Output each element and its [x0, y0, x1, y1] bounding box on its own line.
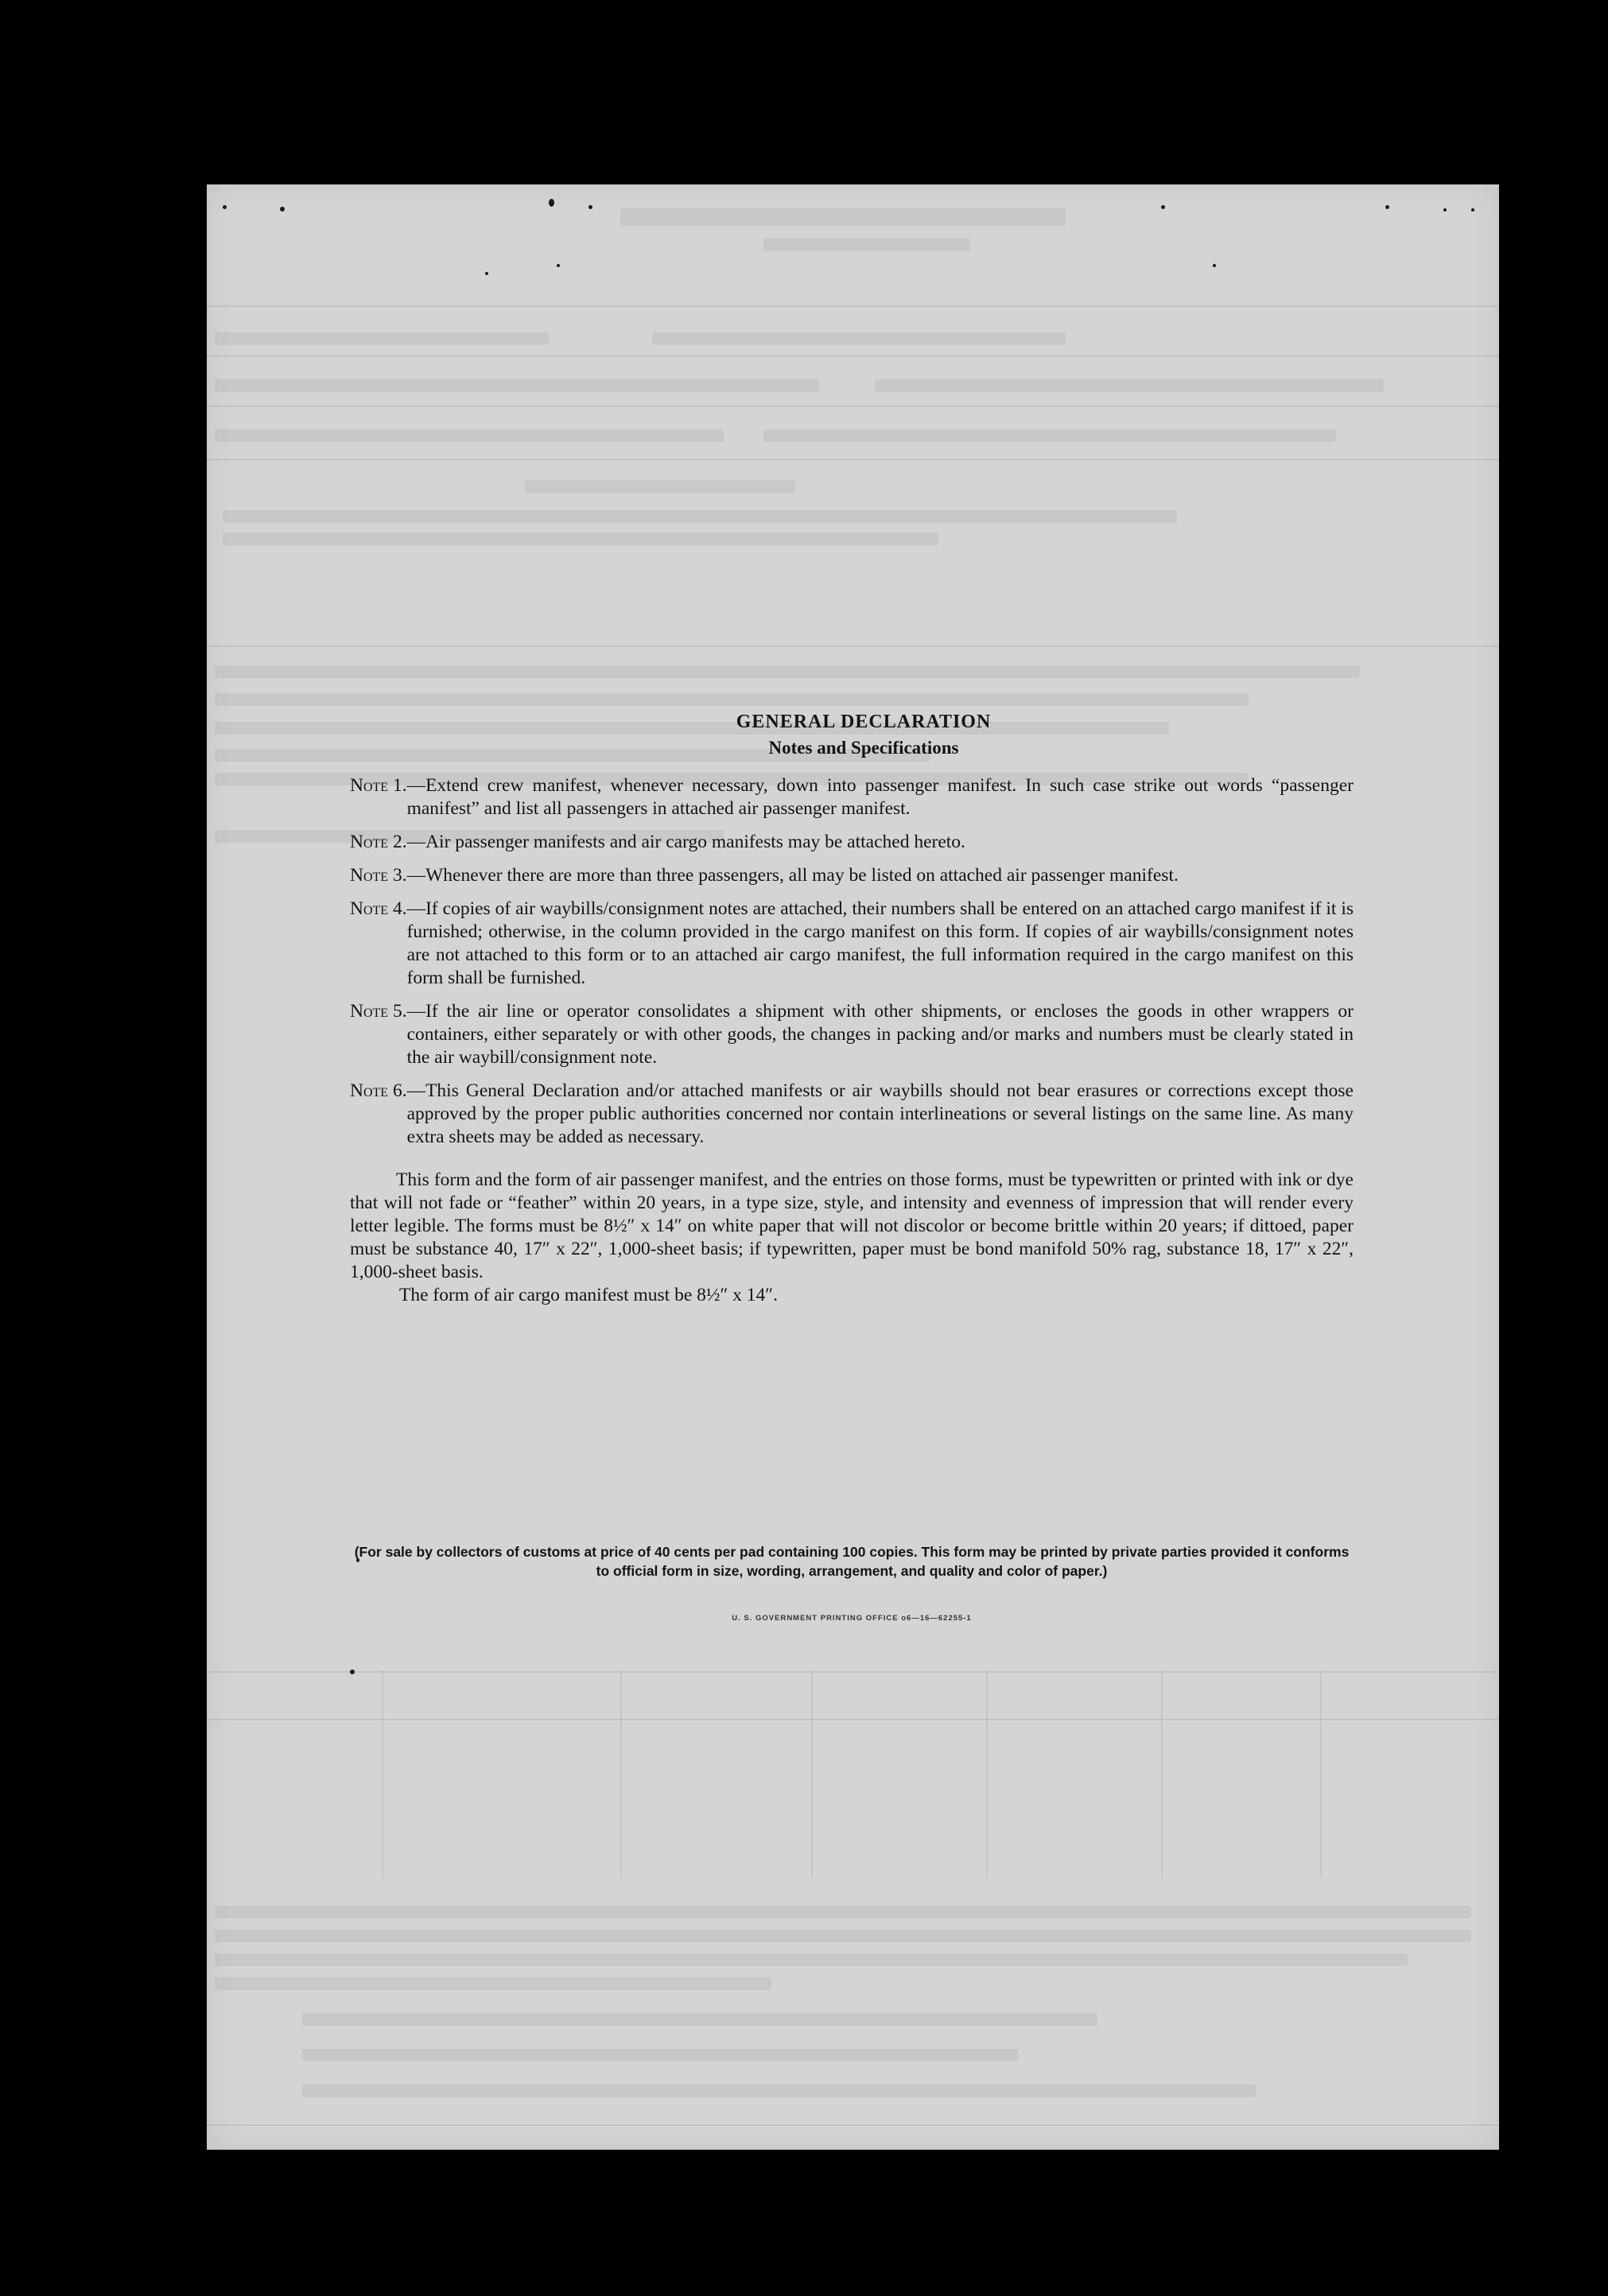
note-label: Note 1.: [350, 775, 407, 796]
note-5: [350, 1000, 1354, 1069]
ink-speck: [1161, 205, 1165, 209]
ink-speck: [280, 207, 285, 211]
note-text: —Whenever there are more than three passengers, all may be listed on attached air passenger manifest.: [406, 865, 1179, 886]
document-subtitle: Notes and Specifications: [768, 738, 959, 758]
ink-speck: [588, 205, 592, 209]
note-label: Note 4.: [350, 898, 407, 919]
ink-speck: [485, 272, 488, 275]
note-text: —If the air line or operator consolidates a shipment with other shipments, or encloses the goods in other wrappers or containers, either separately or with other goods, the changes in packing and/or marks and numbers must be clearly stated in the air waybill/consignment note.: [406, 1001, 1354, 1068]
note-2: [350, 831, 1354, 854]
note-label: Note 5.: [350, 1001, 407, 1022]
note-6: [350, 1080, 1354, 1149]
note-4: [350, 898, 1354, 990]
form-requirements-paragraph: This form and the form of air passenger manifest, and the entries on those forms, must be typewritten or printed with ink or dye that will not fade or “feather” within 20 years, in a type size, style, and intensity and evenness of impression that will render every letter legible. The forms must be 8½″ x 14″ on white paper that will not discolor or become brittle within 20 years; if dittoed, paper must be substance 40, 17″ x 22″, 1,000-sheet basis; if typewritten, paper must be bond manifold 50% rag, substance 18, 17″ x 22″, 1,000-sheet basis.: [350, 1169, 1354, 1282]
note-text: —This General Declaration and/or attached manifests or air waybills should not bear erasures or corrections except those approved by the proper public authorities concerned nor contain interlineations or several listings on the same line. As many extra sheets may be added as necessary.: [406, 1080, 1354, 1147]
cargo-form-size-line: The form of air cargo manifest must be 8½″ x 14″.: [399, 1285, 778, 1305]
note-label: Note 2.: [350, 832, 407, 852]
note-text: —Air passenger manifests and air cargo manifests may be attached hereto.: [406, 832, 965, 852]
note-text: —Extend crew manifest, whenever necessary, down into passenger manifest. In such case strike out words “passenger manifest” and list all passengers in attached air passenger manifest.: [406, 775, 1354, 819]
ink-speck: [1443, 208, 1447, 211]
notes-section: [350, 712, 1354, 1307]
ink-speck: [1385, 205, 1389, 209]
ink-speck: [557, 264, 560, 267]
note-1: [350, 774, 1354, 820]
ink-speck: [350, 1670, 355, 1674]
note-label: Note 6.: [350, 1080, 407, 1101]
note-3: [350, 864, 1354, 887]
printer-imprint: U. S. GOVERNMENT PRINTING OFFICE o6—16—62255-1: [732, 1614, 972, 1623]
sale-notice: (For sale by collectors of customs at price of 40 cents per pad containing 100 copies. This form may be printed by private parties provided it conforms to official form in size, wording, arrangement, and quality and color of paper.): [354, 1544, 1350, 1579]
ink-speck: [549, 199, 554, 207]
ink-speck: [1213, 264, 1216, 267]
document-title: GENERAL DECLARATION: [736, 712, 992, 732]
note-text: —If copies of air waybills/consignment notes are attached, their numbers shall be entered on an attached cargo manifest if it is furnished; otherwise, in the column provided in the cargo manifest on this form. If copies of air waybills/consignment notes are not attached to this form or to an attached air cargo manifest, the full information required in the cargo manifest on this form shall be furnished.: [406, 898, 1354, 988]
ink-speck: [1471, 208, 1474, 211]
ink-speck: [223, 205, 227, 209]
note-label: Note 3.: [350, 865, 407, 886]
